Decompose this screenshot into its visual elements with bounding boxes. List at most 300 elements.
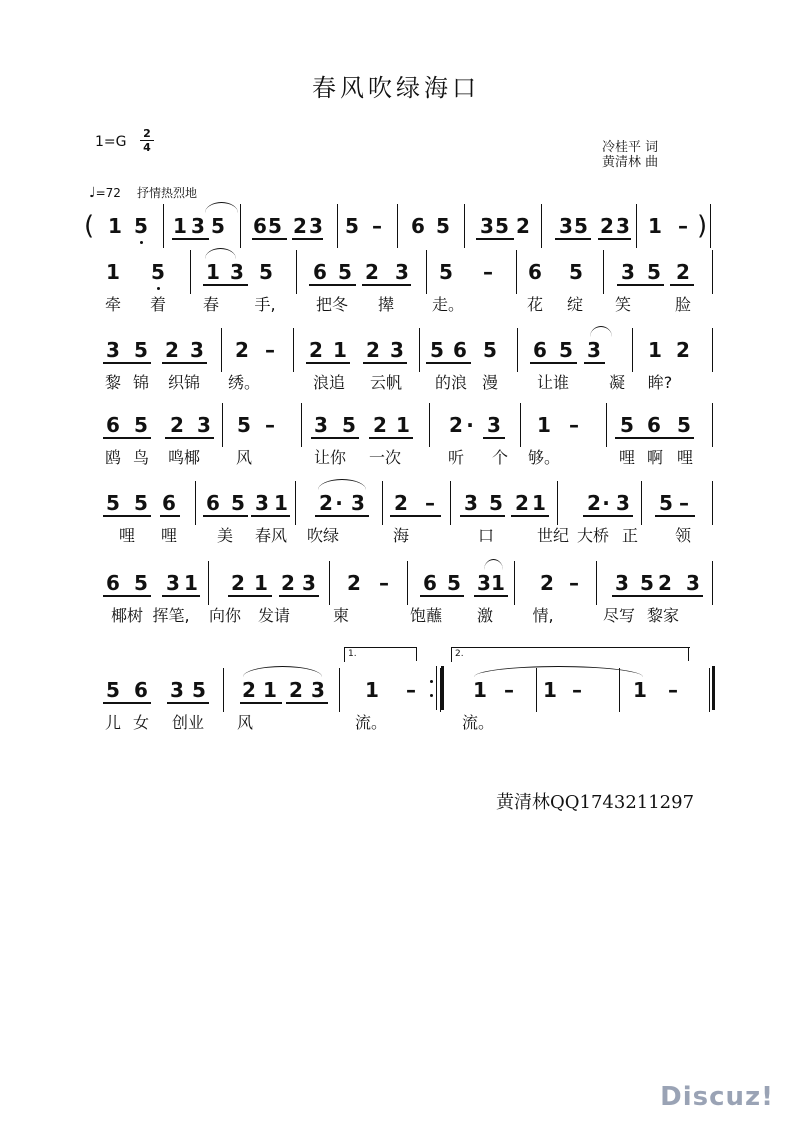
- jianpu-note: 6: [134, 678, 148, 702]
- eighth-underline: [612, 595, 657, 597]
- jianpu-note: 1: [648, 338, 662, 362]
- eighth-underline: [103, 515, 151, 517]
- jianpu-note: 5: [259, 260, 273, 284]
- lyric-syllable: 柬: [332, 606, 350, 625]
- barline: [221, 328, 222, 372]
- repeat-barline-thick: [441, 666, 444, 710]
- eighth-underline: [670, 284, 694, 286]
- jianpu-note: 1: [333, 338, 347, 362]
- eighth-underline: [362, 284, 411, 286]
- repeat-barline: [436, 666, 437, 710]
- jianpu-note: 5: [338, 260, 352, 284]
- jianpu-note: 6: [106, 571, 120, 595]
- eighth-underline: [474, 595, 508, 597]
- jianpu-note: 1: [543, 678, 557, 702]
- jianpu-note: 1: [648, 214, 662, 238]
- jianpu-note: 2: [394, 491, 408, 515]
- lyric-syllable: 饱蘸: [409, 606, 443, 625]
- barline: [710, 204, 711, 248]
- jianpu-note: 6: [411, 214, 425, 238]
- barline: [712, 481, 713, 525]
- jianpu-note: 5: [569, 260, 583, 284]
- jianpu-note: 2: [676, 338, 690, 362]
- eighth-underline: [252, 238, 287, 240]
- eighth-underline: [460, 515, 505, 517]
- eighth-underline: [583, 515, 633, 517]
- lyric-syllable: 春风: [254, 526, 288, 545]
- lyric-syllable: 笑: [614, 295, 632, 314]
- jianpu-note: 5: [620, 413, 634, 437]
- barline: [429, 403, 430, 447]
- lyric-syllable: 风: [235, 448, 253, 467]
- lyric-syllable: 领: [674, 526, 692, 545]
- jianpu-note: 3: [309, 214, 323, 238]
- dash-note: –: [406, 678, 416, 702]
- lyric-syllable: 绽: [566, 295, 584, 314]
- lyric-syllable: 的浪: [434, 373, 468, 392]
- jianpu-note: 6: [253, 214, 267, 238]
- first-ending-end: [416, 647, 417, 661]
- lyric-syllable: 脸: [674, 295, 692, 314]
- jianpu-note: 2: [540, 571, 554, 595]
- jianpu-note: 5: [237, 413, 251, 437]
- jianpu-note: 2: [449, 413, 463, 437]
- dot-note: ·: [335, 491, 343, 515]
- slur: [205, 248, 236, 259]
- barline: [195, 481, 196, 525]
- jianpu-note: 2: [242, 678, 256, 702]
- jianpu-note: 3: [477, 571, 491, 595]
- lyric-syllable: 大桥: [576, 526, 610, 545]
- jianpu-note: 2: [366, 338, 380, 362]
- jianpu-note: 2: [289, 678, 303, 702]
- eighth-underline: [311, 437, 359, 439]
- lyric-syllable: 黎: [104, 373, 122, 392]
- time-top: 2: [143, 127, 151, 140]
- eighth-underline: [162, 595, 200, 597]
- barline: [382, 481, 383, 525]
- lyric-syllable: 儿: [104, 713, 122, 732]
- eighth-underline: [279, 595, 319, 597]
- slur: [474, 666, 643, 677]
- barline: [517, 328, 518, 372]
- barline: [712, 561, 713, 605]
- eighth-underline: [483, 437, 505, 439]
- jianpu-note: 2: [373, 413, 387, 437]
- jianpu-note: 3: [351, 491, 365, 515]
- jianpu-note: 1: [184, 571, 198, 595]
- jianpu-note: 3: [480, 214, 494, 238]
- eighth-underline: [511, 515, 549, 517]
- jianpu-note: 6: [647, 413, 661, 437]
- eighth-underline: [228, 595, 272, 597]
- jianpu-note: 5: [439, 260, 453, 284]
- credits: [602, 140, 658, 170]
- jianpu-note: 5: [342, 413, 356, 437]
- lyric-syllable: 眸?: [647, 373, 673, 392]
- eighth-underline: [172, 238, 209, 240]
- eighth-underline: [617, 284, 664, 286]
- eighth-underline: [103, 437, 151, 439]
- eighth-underline: [203, 284, 248, 286]
- barline: [514, 561, 515, 605]
- low-octave-dot: [140, 241, 143, 244]
- jianpu-note: 1: [491, 571, 505, 595]
- barline: [397, 204, 398, 248]
- jianpu-note: 5: [231, 491, 245, 515]
- jianpu-note: 3: [395, 260, 409, 284]
- lyric-syllable: 绣。: [227, 373, 261, 392]
- barline: [222, 403, 223, 447]
- lyric-syllable: 黎家: [646, 606, 680, 625]
- barline: [223, 668, 224, 712]
- lyric-syllable: 够。: [527, 448, 561, 467]
- lyric-syllable: 哩: [118, 526, 136, 545]
- barline: [709, 668, 710, 712]
- barline: [301, 403, 302, 447]
- jianpu-note: 5: [677, 413, 691, 437]
- eighth-underline: [103, 702, 151, 704]
- barline: [712, 250, 713, 294]
- eighth-underline: [240, 702, 282, 704]
- barline: [603, 250, 604, 294]
- dash-note: –: [265, 338, 275, 362]
- dash-note: –: [679, 491, 689, 515]
- close-paren: ): [697, 211, 708, 241]
- lyric-syllable: 发请: [257, 606, 291, 625]
- jianpu-note: 3: [170, 678, 184, 702]
- barline: [293, 328, 294, 372]
- jianpu-note: 5: [151, 260, 165, 284]
- eighth-underline: [476, 238, 514, 240]
- lyric-syllable: 云帆: [369, 373, 403, 392]
- dash-note: –: [504, 678, 514, 702]
- barline: [419, 328, 420, 372]
- jianpu-note: 1: [633, 678, 647, 702]
- jianpu-note: 3: [464, 491, 478, 515]
- eighth-underline: [203, 515, 248, 517]
- lyric-syllable: 着: [149, 295, 167, 314]
- key-signature: 1=G: [95, 134, 127, 150]
- eighth-underline: [369, 437, 413, 439]
- lyric-syllable: 鸟: [132, 448, 150, 467]
- eighth-underline: [598, 238, 631, 240]
- dash-note: –: [678, 214, 688, 238]
- jianpu-note: 5: [134, 491, 148, 515]
- jianpu-note: 5: [436, 214, 450, 238]
- lyric-syllable: 凝: [608, 373, 626, 392]
- jianpu-note: 3: [255, 491, 269, 515]
- jianpu-note: 3: [487, 413, 501, 437]
- jianpu-note: 3: [230, 260, 244, 284]
- jianpu-note: 3: [191, 214, 205, 238]
- jianpu-note: 2: [600, 214, 614, 238]
- dash-note: –: [483, 260, 493, 284]
- jianpu-note: 2: [676, 260, 690, 284]
- eighth-underline: [251, 515, 290, 517]
- eighth-underline: [655, 595, 703, 597]
- jianpu-note: 5: [134, 413, 148, 437]
- lyric-syllable: 海: [392, 526, 410, 545]
- barline: [337, 204, 338, 248]
- dash-note: –: [569, 413, 579, 437]
- barline: [636, 204, 637, 248]
- barline: [190, 250, 191, 294]
- slur: [205, 202, 238, 213]
- jianpu-note: 5: [192, 678, 206, 702]
- lyric-syllable: 挥笔,: [152, 606, 190, 625]
- jianpu-note: 1: [365, 678, 379, 702]
- jianpu-note: 1: [254, 571, 268, 595]
- jianpu-note: 6: [423, 571, 437, 595]
- lyric-syllable: 女: [132, 713, 150, 732]
- quarter-note-icon: ♩: [89, 185, 96, 201]
- slur: [318, 479, 366, 490]
- jianpu-note: 5: [106, 678, 120, 702]
- eighth-underline: [167, 702, 209, 704]
- lyric-syllable: 风: [236, 713, 254, 732]
- lyric-syllable: 让你: [313, 448, 347, 467]
- lyric-syllable: 吹绿: [306, 526, 340, 545]
- jianpu-note: 3: [390, 338, 404, 362]
- jianpu-note: 2: [293, 214, 307, 238]
- lyric-syllable: 世纪: [536, 526, 570, 545]
- jianpu-note: 6: [106, 413, 120, 437]
- jianpu-note: 3: [615, 571, 629, 595]
- barline: [426, 250, 427, 294]
- jianpu-note: 5: [659, 491, 673, 515]
- eighth-underline: [103, 362, 151, 364]
- eighth-underline: [292, 238, 323, 240]
- jianpu-note: 3: [616, 214, 630, 238]
- lyricist: 冷桂平 词: [602, 140, 659, 155]
- lyric-syllable: 浪追: [312, 373, 346, 392]
- barline: [520, 403, 521, 447]
- final-barline: [712, 666, 715, 710]
- barline: [464, 204, 465, 248]
- barline: [296, 250, 297, 294]
- jianpu-note: 2: [281, 571, 295, 595]
- eighth-underline: [160, 515, 180, 517]
- eighth-underline: [286, 702, 328, 704]
- lyric-syllable: 口: [477, 526, 495, 545]
- dash-note: –: [265, 413, 275, 437]
- jianpu-note: 1: [532, 491, 546, 515]
- eighth-underline: [584, 362, 605, 364]
- barline: [516, 250, 517, 294]
- lyric-syllable: 让谁: [536, 373, 570, 392]
- eighth-underline: [315, 515, 369, 517]
- low-octave-dot: [157, 287, 160, 290]
- jianpu-note: 6: [162, 491, 176, 515]
- jianpu-note: 3: [166, 571, 180, 595]
- eighth-underline: [426, 362, 471, 364]
- eighth-underline: [655, 515, 695, 517]
- slur: [243, 666, 322, 677]
- jianpu-note: 5: [134, 214, 148, 238]
- jianpu-note: 1: [206, 260, 220, 284]
- first-ending-label: 1.: [348, 649, 357, 659]
- dash-note: –: [425, 491, 435, 515]
- jianpu-note: 2: [658, 571, 672, 595]
- jianpu-note: 2: [516, 214, 530, 238]
- lyric-syllable: 春: [202, 295, 220, 314]
- jianpu-note: 1: [106, 260, 120, 284]
- eighth-underline: [555, 238, 591, 240]
- jianpu-note: 5: [574, 214, 588, 238]
- dot-note: ·: [466, 413, 474, 437]
- lyric-syllable: 鸣椰: [167, 448, 201, 467]
- jianpu-note: 2: [165, 338, 179, 362]
- jianpu-note: 6: [528, 260, 542, 284]
- jianpu-note: 3: [621, 260, 635, 284]
- lyric-syllable: 啊: [646, 448, 664, 467]
- open-paren: (: [84, 211, 95, 241]
- jianpu-note: 5: [211, 214, 225, 238]
- jianpu-note: 1: [274, 491, 288, 515]
- jianpu-note: 6: [206, 491, 220, 515]
- lyric-syllable: 一次: [368, 448, 402, 467]
- jianpu-note: 2: [587, 491, 601, 515]
- jianpu-note: 3: [559, 214, 573, 238]
- barline: [712, 403, 713, 447]
- eighth-underline: [165, 437, 214, 439]
- jianpu-note: 3: [686, 571, 700, 595]
- lyric-syllable: 鸥: [104, 448, 122, 467]
- jianpu-note: 5: [640, 571, 654, 595]
- author-signature: 黄清林QQ1743211297: [496, 792, 695, 813]
- jianpu-note: 2: [319, 491, 333, 515]
- slur: [590, 326, 612, 337]
- repeat-dot: [430, 680, 433, 683]
- lyric-syllable: 织锦: [167, 373, 201, 392]
- dot-note: ·: [602, 491, 610, 515]
- jianpu-note: 5: [559, 338, 573, 362]
- jianpu-note: 2: [170, 413, 184, 437]
- jianpu-note: 1: [396, 413, 410, 437]
- barline: [541, 204, 542, 248]
- barline: [557, 481, 558, 525]
- eighth-underline: [390, 515, 441, 517]
- jianpu-note: 1: [537, 413, 551, 437]
- eighth-underline: [309, 284, 356, 286]
- slur: [484, 559, 503, 570]
- barline: [450, 481, 451, 525]
- jianpu-note: 5: [483, 338, 497, 362]
- dash-note: –: [572, 678, 582, 702]
- lyric-syllable: 椰树: [110, 606, 144, 625]
- barline: [606, 403, 607, 447]
- jianpu-note: 5: [495, 214, 509, 238]
- lyric-syllable: 撵: [377, 295, 395, 314]
- jianpu-note: 3: [302, 571, 316, 595]
- eighth-underline: [306, 362, 350, 364]
- barline: [596, 561, 597, 605]
- lyric-syllable: 创业: [171, 713, 205, 732]
- first-ending-bracket: [344, 647, 417, 662]
- jianpu-note: 3: [616, 491, 630, 515]
- barline: [339, 668, 340, 712]
- lyric-syllable: 尽写: [602, 606, 636, 625]
- repeat-dot: [430, 694, 433, 697]
- jianpu-note: 5: [134, 338, 148, 362]
- jianpu-note: 6: [313, 260, 327, 284]
- lyric-syllable: 个: [491, 448, 509, 467]
- watermark: Discuz!: [660, 1082, 774, 1112]
- second-ending-label: 2.: [455, 649, 464, 659]
- jianpu-note: 2: [235, 338, 249, 362]
- jianpu-note: 1: [263, 678, 277, 702]
- time-signature: [140, 128, 154, 153]
- lyric-syllable: 锦: [132, 373, 150, 392]
- jianpu-note: 2: [515, 491, 529, 515]
- dash-note: –: [379, 571, 389, 595]
- jianpu-note: 5: [134, 571, 148, 595]
- lyric-syllable: 花: [526, 295, 544, 314]
- barline: [163, 204, 164, 248]
- expression-mark: 抒情热烈地: [136, 186, 197, 200]
- tempo-bpm: =72: [95, 186, 121, 200]
- lyric-syllable: 走。: [431, 295, 465, 314]
- jianpu-note: 2: [231, 571, 245, 595]
- lyric-syllable: 激: [476, 606, 494, 625]
- tempo-marking: [89, 184, 197, 201]
- dash-note: –: [668, 678, 678, 702]
- page-title: 春风吹绿海口: [312, 74, 480, 102]
- second-ending-end: [688, 647, 689, 661]
- jianpu-note: 5: [345, 214, 359, 238]
- barline: [712, 328, 713, 372]
- jianpu-note: 6: [533, 338, 547, 362]
- lyric-syllable: 流。: [461, 713, 495, 732]
- jianpu-note: 5: [430, 338, 444, 362]
- jianpu-note: 3: [587, 338, 601, 362]
- barline: [208, 561, 209, 605]
- lyric-syllable: 向你: [208, 606, 242, 625]
- jianpu-note: 3: [190, 338, 204, 362]
- jianpu-note: 3: [197, 413, 211, 437]
- dash-note: –: [372, 214, 382, 238]
- lyric-syllable: 手,: [254, 295, 276, 314]
- dash-note: –: [569, 571, 579, 595]
- lyric-syllable: 哩: [160, 526, 178, 545]
- jianpu-note: 5: [106, 491, 120, 515]
- lyric-syllable: 美: [216, 526, 234, 545]
- lyric-syllable: 把冬: [315, 295, 349, 314]
- barline: [407, 561, 408, 605]
- jianpu-note: 2: [347, 571, 361, 595]
- jianpu-note: 5: [447, 571, 461, 595]
- eighth-underline: [420, 595, 464, 597]
- barline: [295, 481, 296, 525]
- jianpu-note: 3: [311, 678, 325, 702]
- jianpu-note: 1: [108, 214, 122, 238]
- barline: [641, 481, 642, 525]
- composer: 黄清林 曲: [602, 155, 659, 170]
- lyric-syllable: 漫: [481, 373, 499, 392]
- barline: [632, 328, 633, 372]
- lyric-syllable: 牵: [104, 295, 122, 314]
- jianpu-note: 3: [106, 338, 120, 362]
- lyric-syllable: 哩: [618, 448, 636, 467]
- eighth-underline: [162, 362, 207, 364]
- lyric-syllable: 流。: [354, 713, 388, 732]
- jianpu-note: 2: [309, 338, 323, 362]
- lyric-syllable: 听: [447, 448, 465, 467]
- jianpu-note: 1: [173, 214, 187, 238]
- barline: [240, 204, 241, 248]
- second-ending-bracket: [451, 647, 690, 662]
